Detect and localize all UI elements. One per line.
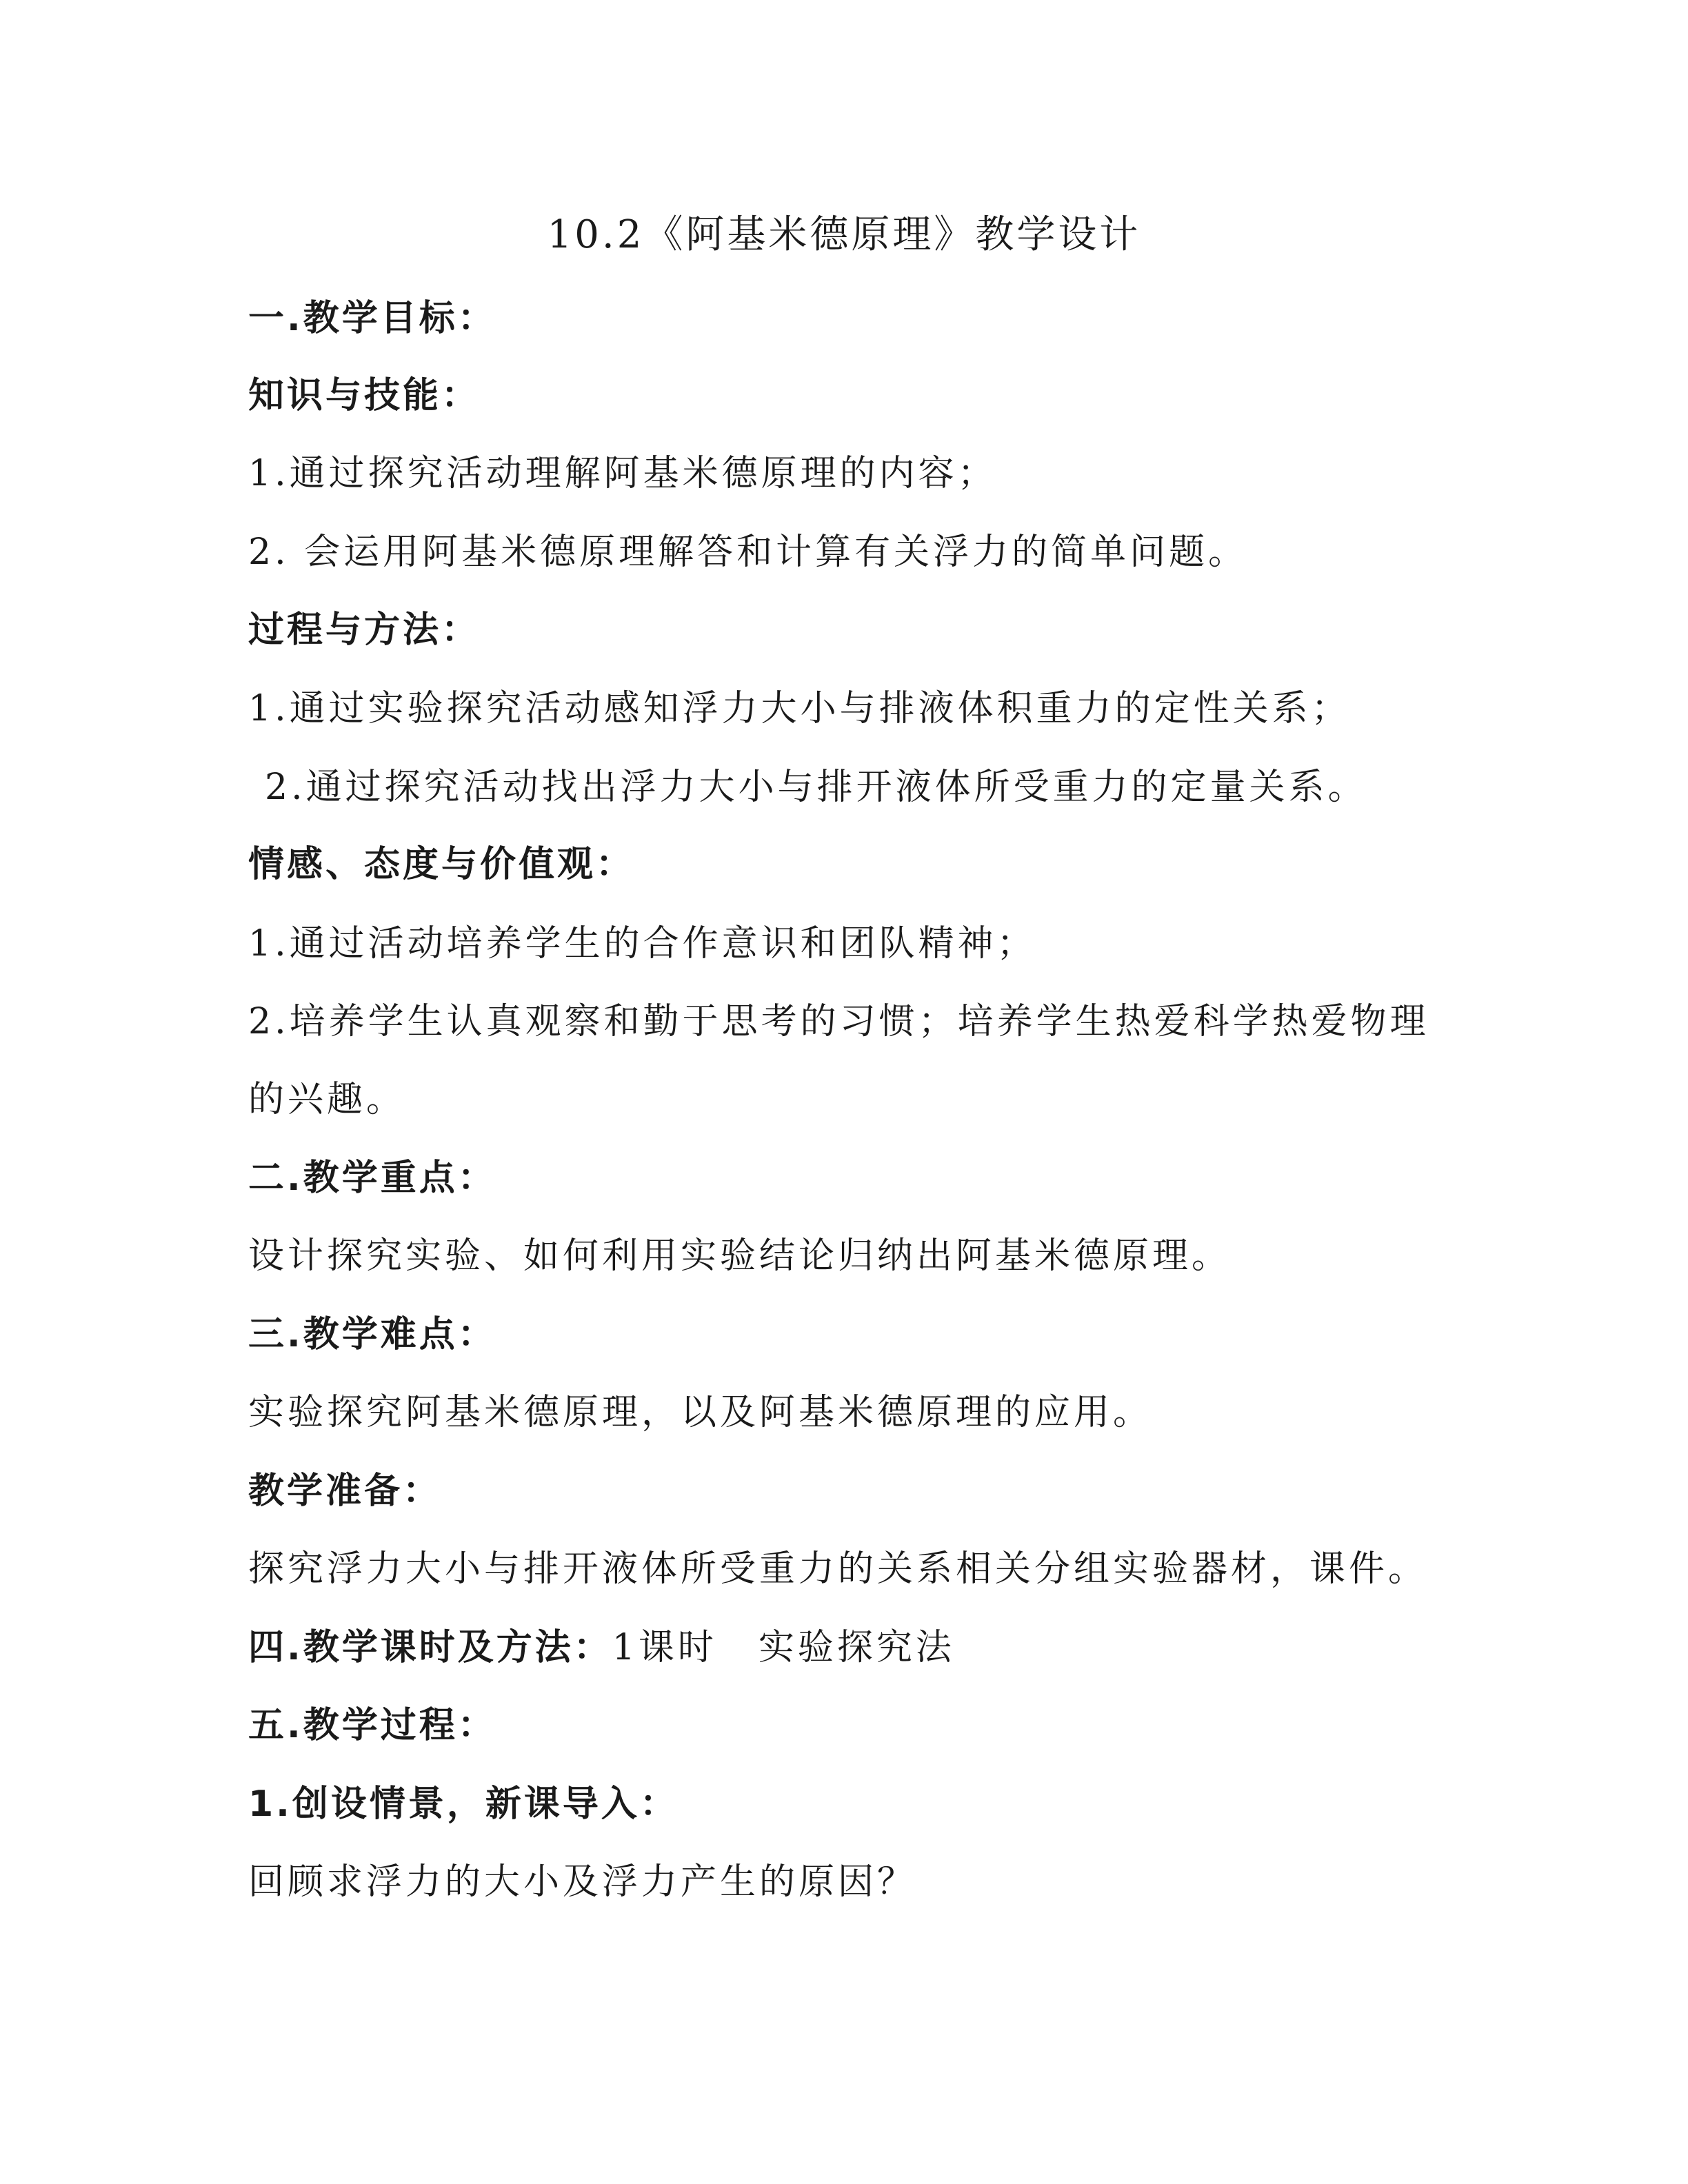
hours-method: 实验探究法 [758,1627,955,1668]
key-points-text: 设计探究实验、如何利用实验结论归纳出阿基米德原理。 [248,1235,1232,1277]
step1-heading: 1.创设情景，新课导入： [248,1783,679,1825]
preparation-heading: 教学准备： [248,1470,442,1512]
key-points-heading: 二.教学重点： [248,1157,496,1199]
process-steps-heading: 五.教学过程： [248,1705,496,1746]
difficulties-text: 实验探究阿基米德原理，以及阿基米德原理的应用。 [248,1392,1153,1433]
step1-text: 回顾求浮力的大小及浮力产生的原因？ [248,1861,917,1903]
process-heading: 过程与方法： [248,609,481,651]
process-item-2: 2.通过探究活动找出浮力大小与排开液体所受重力的定量关系。 [265,767,1367,808]
knowledge-item-1: 1.通过探究活动理解阿基米德原理的内容； [248,453,997,494]
process-item-1: 1.通过实验探究活动感知浮力大小与排液体积重力的定性关系； [248,688,1351,729]
document-title: 10.2《阿基米德原理》教学设计 [547,212,1141,257]
hours-value: 1课时 [612,1627,717,1668]
objectives-heading: 一.教学目标： [248,298,496,339]
hours-label: 四.教学课时及方法： [248,1627,612,1668]
attitude-heading: 情感、态度与价值观： [248,844,635,885]
attitude-item-2: 2.培养学生认真观察和勤于思考的习惯；培养学生热爱科学热爱物理 [248,1001,1429,1042]
preparation-text: 探究浮力大小与排开液体所受重力的关系相关分组实验器材，课件。 [248,1548,1428,1590]
attitude-item-2-continued: 的兴趣。 [248,1079,406,1120]
hours-line [248,1626,955,1670]
knowledge-item-2: 2. 会运用阿基米德原理解答和计算有关浮力的简单问题。 [248,532,1248,573]
difficulties-heading: 三.教学难点： [248,1314,496,1355]
knowledge-heading: 知识与技能： [248,375,481,416]
attitude-item-1: 1.通过活动培养学生的合作意识和团队精神； [248,923,1036,964]
